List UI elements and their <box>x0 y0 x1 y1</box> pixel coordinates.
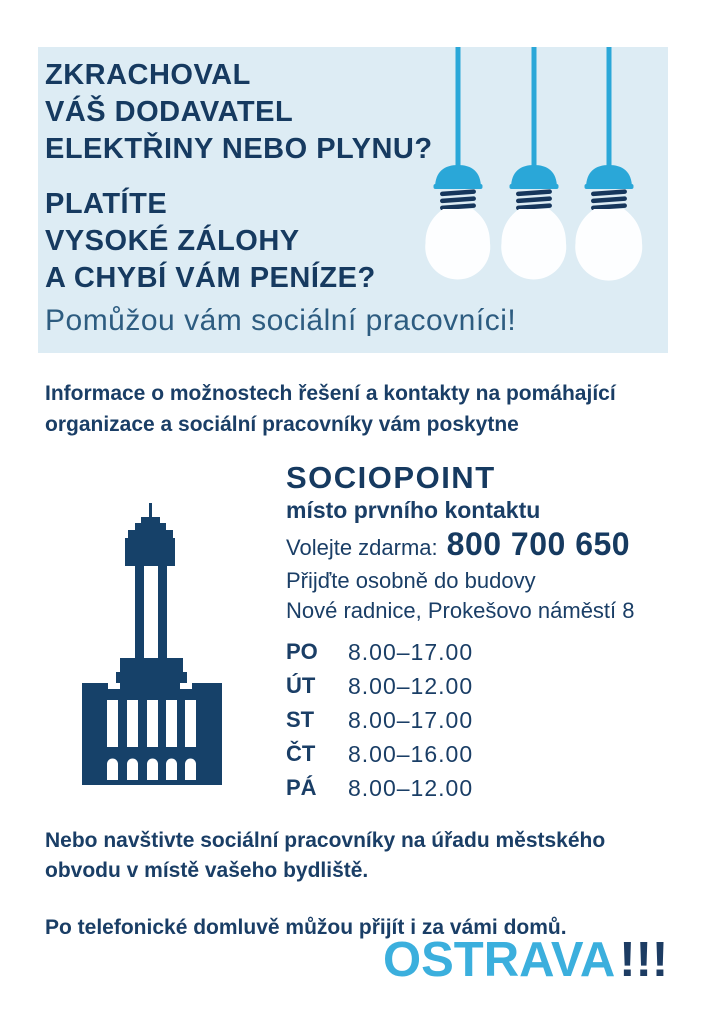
headline-line: VYSOKÉ ZÁLOHY <box>45 225 300 257</box>
hours-time: 8.00–17.00 <box>348 707 474 733</box>
headline-subline: Pomůžou vám sociální pracovníci! <box>45 304 517 337</box>
sociopoint-block <box>286 461 635 805</box>
call-free-label: Volejte zdarma: <box>286 535 438 560</box>
hours-day: ČT <box>286 741 316 766</box>
headline-line: ELEKTŘINY NEBO PLYNU? <box>45 133 433 165</box>
sociopoint-subtitle: místo prvního kontaktu <box>286 497 541 523</box>
hours-row <box>286 771 635 805</box>
banner <box>38 47 668 353</box>
address-line: Nové radnice, Prokešovo náměstí 8 <box>286 598 635 623</box>
hours-time: 8.00–12.00 <box>348 775 474 801</box>
intro-line: Informace o možnostech řešení a kontakty na pomáhající <box>45 382 616 405</box>
hours-day: PO <box>286 639 318 664</box>
footer-line: Po telefonické domluvě můžou přijít i za vámi domů. <box>45 916 567 939</box>
headline-line: A CHYBÍ VÁM PENÍZE? <box>45 262 376 294</box>
footer-line: obvodu v místě vašeho bydliště. <box>45 859 369 882</box>
opening-hours <box>286 635 635 805</box>
sociopoint-title: SOCIOPOINT <box>286 460 496 495</box>
headline-question-2 <box>45 186 668 297</box>
hours-row <box>286 737 635 771</box>
hours-day: ÚT <box>286 673 316 698</box>
ostrava-logo-text: OSTRAVA <box>383 933 616 987</box>
ostrava-logo-exclamation: !!! <box>619 933 669 987</box>
intro-text <box>45 378 616 440</box>
visit-line: Přijďte osobně do budovy <box>286 568 536 593</box>
phone-line <box>286 526 635 566</box>
hours-row <box>286 669 635 703</box>
hours-day: ST <box>286 707 315 732</box>
hours-time: 8.00–17.00 <box>348 639 474 665</box>
headline-line: VÁŠ DODAVATEL <box>45 96 294 128</box>
city-hall-tower-icon <box>78 503 223 788</box>
ostrava-logo <box>383 932 668 988</box>
hours-row <box>286 703 635 737</box>
hours-day: PÁ <box>286 775 317 800</box>
headline-line: PLATÍTE <box>45 188 168 220</box>
phone-number: 800 700 650 <box>446 526 631 562</box>
hours-time: 8.00–16.00 <box>348 741 474 767</box>
hours-row <box>286 635 635 669</box>
intro-line: organizace a sociální pracovníky vám poskytne <box>45 413 519 436</box>
headline-line: ZKRACHOVAL <box>45 59 251 91</box>
footer-text <box>45 826 605 943</box>
hours-time: 8.00–12.00 <box>348 673 474 699</box>
headline-question-1 <box>45 57 668 168</box>
footer-line: Nebo navštivte sociální pracovníky na úřadu městského <box>45 829 606 852</box>
